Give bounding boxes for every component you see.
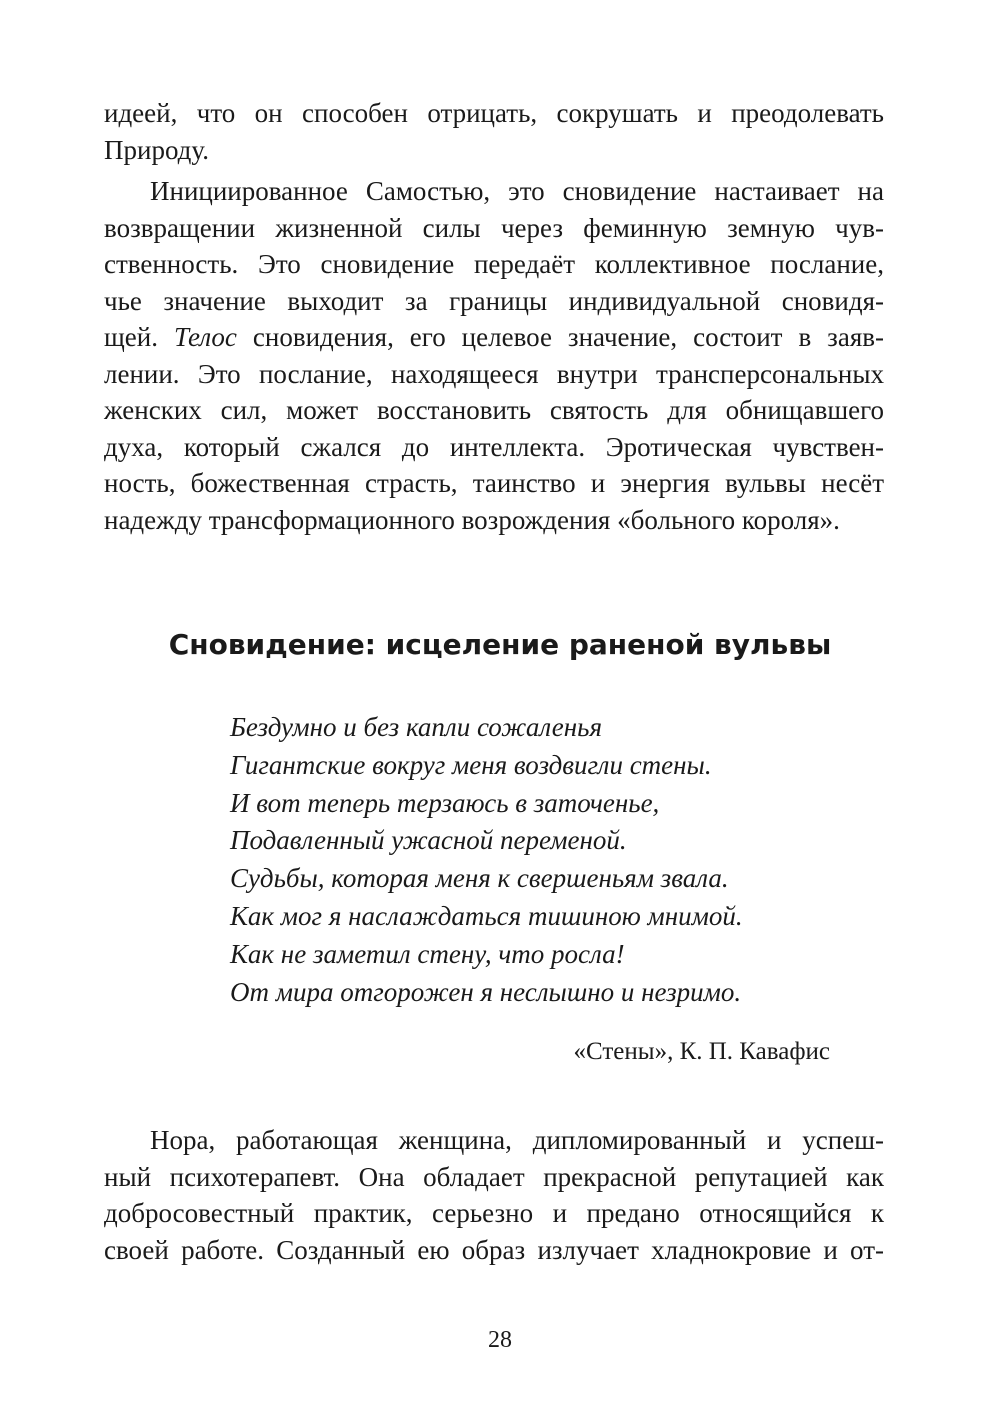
text-line: ность, божественная страсть, таинство и энергия вульвы несёт <box>104 468 884 498</box>
section-heading: Сновидение: исцеление раненой вульвы <box>168 628 832 661</box>
text-line: духа, который сжался до интеллекта. Эротическая чувствен- <box>104 431 884 462</box>
text-line: женских сил, может восстановить святость для обнищавшего <box>104 395 884 425</box>
page-number: 28 <box>488 1327 512 1353</box>
text-line: ный психотерапевт. Она обладает прекрасной репутацией как <box>104 1161 884 1192</box>
poem-verse: Судьбы, которая меня к свершеньям звала. <box>230 863 729 894</box>
poem-verse: Подавленный ужасной переменой. <box>230 825 627 856</box>
text-line: ственность. Это сновидение передаёт коллективное послание, <box>104 249 884 279</box>
text-line: Инициированное Самостью, это сновидение настаивает на <box>150 176 884 206</box>
line-rest: сновидения, его целевое значение, состоит в заяв- <box>236 322 884 352</box>
line-prefix: щей. <box>104 322 174 352</box>
text-line: возвращении жизненной силы через феминную земную чув- <box>104 212 884 243</box>
poem-verse: Бездумно и без капли сожаленья <box>230 712 603 742</box>
poem-verse: Как мог я наслаждаться тишиною мнимой. <box>230 900 743 931</box>
epigraph-poem <box>230 709 850 1011</box>
paragraph-continuation <box>104 95 884 168</box>
text-line: своей работе. Созданный ею образ излучает хладнокровие и от- <box>104 1234 884 1265</box>
poem-verse: И вот теперь терзаюсь в заточенье, <box>230 787 660 818</box>
italic-term-telos: Телос <box>173 322 237 352</box>
poem-verse: Как не заметил стену, что росла! <box>230 938 625 969</box>
text-line: добросовестный практик, серьезно и предано относящийся к <box>104 1198 884 1228</box>
poem-attribution: «Стены», К. П. Кавафис <box>573 1038 830 1065</box>
text-line: Природу. <box>104 134 209 165</box>
text-line: чье значение выходит за границы индивидуальной сновидя- <box>104 285 884 316</box>
text-line: идеей, что он способен отрицать, сокрушать и преодолевать <box>104 98 884 128</box>
text-line: надежду трансформационного возрождения «больного короля». <box>104 504 840 535</box>
paragraph-self-initiated-dream <box>104 173 884 538</box>
text-line-with-italic <box>104 319 884 356</box>
poem-verse: От мира отгорожен я неслышно и незримо. <box>230 976 742 1007</box>
paragraph-nora <box>104 1122 884 1268</box>
text-line: Нора, работающая женщина, дипломированный и успеш- <box>150 1125 884 1155</box>
text-line: лении. Это послание, находящееся внутри трансперсональных <box>104 358 884 389</box>
poem-verse: Гигантские вокруг меня воздвигли стены. <box>230 749 712 780</box>
